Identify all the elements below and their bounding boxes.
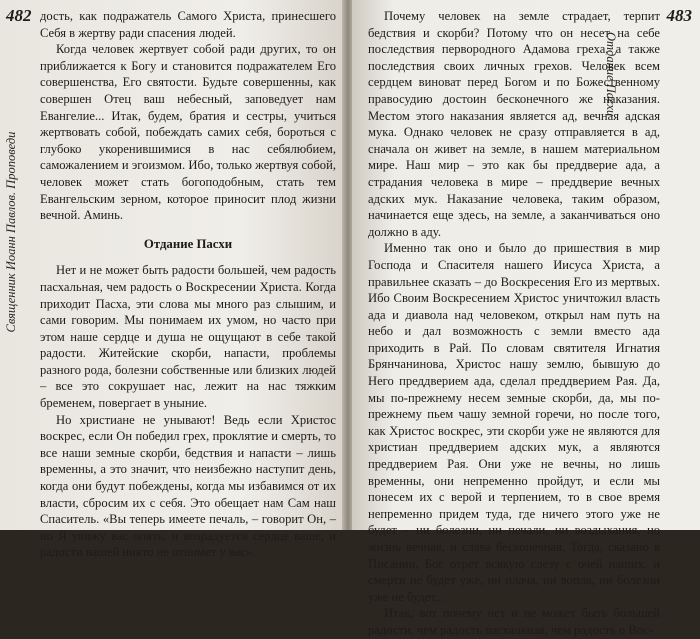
running-head-right: Отдание Пасхи — [603, 32, 618, 117]
left-page — [0, 0, 344, 560]
page-number-right: 483 — [666, 6, 692, 25]
running-head-left: Священник Иоанн Павлов. Проповеди — [4, 131, 18, 333]
left-page-text — [40, 8, 336, 561]
paragraph: Когда человек жертвует собой ради других, то он приближается к Богу и становится подражателем Его совершенства, Его святости. Будьте совершенны, как совершен Отец ваш небесный, заповедует нам Евангелие... Итак, будем, братия и сестры, учиться жертвовать собой, побеждать самих себя, бороться с глубоко укоренившимися в нас себялюбием, саможалением и эгоизмом. Ибо, только жертвуя собой, человек может стать богоподобным, стать тем Евангельским зерном, которое приносит плод жизни вечной. Аминь. — [40, 42, 336, 223]
paragraph: Почему человек на земле страдает, терпит бедствия и скорби? Потому что он несет на себе последствия первородного Адамова греха, а также последствия своих личных грехов. Человек всем сердцем виноват перед Богом и по Божественному правосудию достоин бесконечного же наказания. Местом этого наказания является ад, вечная адская мука. Однако человек не сразу отправляется в ад, сначала он живет на земле, в нашем материальном мире. Наш мир – это как бы преддверие ада, а страдания человека в мире – преддверие вечных адских мук. Наказание человека, таким образом, начинается еще здесь, на земле, а заканчиваться оно должно в аду. — [368, 9, 660, 239]
page-number-left: 482 — [6, 6, 32, 25]
paragraph: Именно так оно и было до пришествия в мир Господа и Спасителя нашего Иисуса Христа, а правильнее сказать – до Воскресения Его из мертвых. Ибо Своим Воскресением Христос уничтожил власть ада и диавола над человеком, открыл нам путь на небо и дал возможность с земли вместо ада приходить в Рай. По словам святителя Игнатия Брянчанинова, Христос нашу землю, бывшую до Него преддверием ада, сделал преддверием Рая. Да, мы по-прежнему несем земные скорби, да, мы по-прежнему пьем чашу земной горечи, но после того, как Христос воскрес, эти скорби уже не являются для христиан преддверием адских мук, а являются преддверием Рая. Они уже не вечны, но лишь временны, они непременно пройдут, и если мы понесем их с верой и терпением, то в свое время непременно придем туда, где ничего этого уже не будет – ни болезни, ни печали, ни воздыхания, но жизнь вечная, и слава бесконечная. Тогда, сказано в Писании, Бог отрет всякую слезу с очей наших, и смерти не будет уже, ни плача, ни вопля, ни болезни уже не будет... — [368, 241, 660, 604]
right-page — [352, 0, 700, 637]
paragraph: дость, как подражатель Самого Христа, принесшего Себя в жертву ради спасения людей. — [40, 9, 336, 40]
right-page-text — [368, 8, 660, 639]
paragraph: Итак, вот почему нет и не может быть большей радости, чем радость пасхальная, чем радость о Вос- — [368, 606, 660, 637]
paragraph: Нет и не может быть радости большей, чем радость пасхальная, чем радость о Воскресении Христа. Когда приходит Пасха, эти слова мы много раз слышим, и сами говорим. Мы понимаем их умом, но часто при этом наше сердце и душа не ощущают в себе такой радости. Житейские скорби, напасти, проблемы разного рода, болезни собственные или близких людей – все это сокрушает нас, лежит на нас тяжким бременем, повергает в уныние. — [40, 263, 336, 411]
paragraph: Но христиане не унывают! Ведь если Христос воскрес, если Он победил грех, проклятие и смерть, то все наши земные скорби, бедствия и напасти – лишь временны, а это значит, что неизбежно наступит день, когда они будут побеждены, когда мы избавимся от их власти, сбросим их с себя. Это обещает нам Сам наш Спаситель. «Вы теперь имеете печаль, – говорит Он, – но Я увижу вас опять, и возрадуется сердце ваше, и радости вашей никто не отнимет у вас». — [40, 412, 336, 560]
section-title: Отдание Пасхи — [143, 236, 233, 251]
